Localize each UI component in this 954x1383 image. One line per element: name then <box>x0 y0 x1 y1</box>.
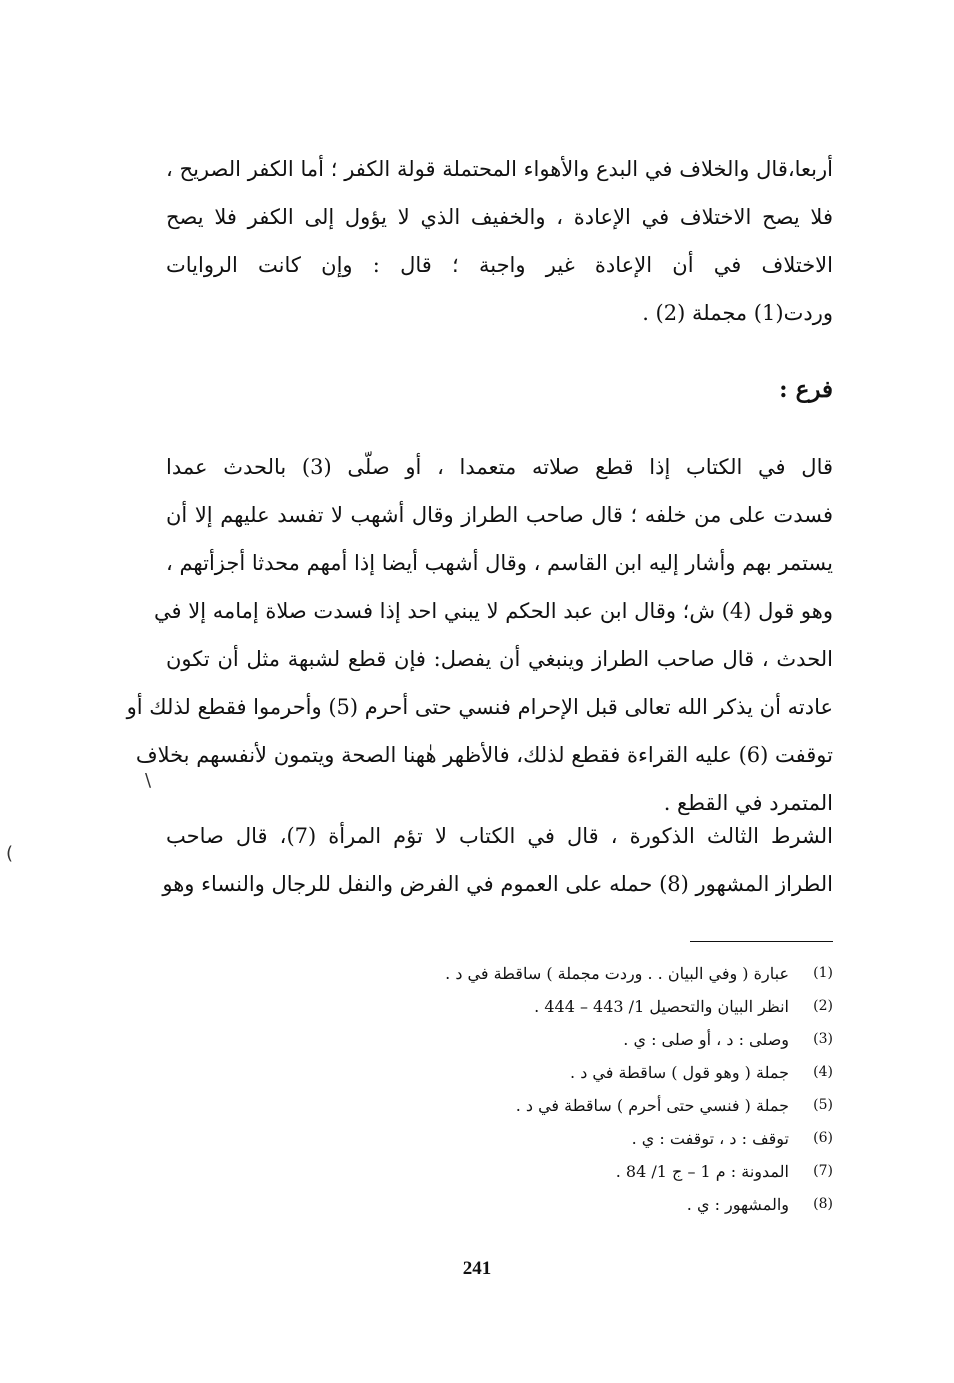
footnote <box>300 1089 833 1122</box>
footnote-number: (8) <box>813 1196 833 1212</box>
text-line: توقفت (6) عليه القراءة فقطع لذلك، فالأظهر هٰهنا الصحة ويتمون لأنفسهم بخلاف <box>135 743 833 767</box>
text-line: عادته أن يذكر الله تعالى قبل الإحرام فنسي حتى أحرم (5) وأحرموا فقطع لذلك أو <box>126 695 833 719</box>
text-line: الطراز المشهور (8) حمله على العموم في الفرض والنفل للرجال والنساء وهو <box>162 872 833 896</box>
footnote-number: (1) <box>813 965 833 981</box>
footnote-text: انظر البيان والتحصيل 1/ 443 – 444 . <box>534 997 789 1016</box>
paragraph-2 <box>126 443 833 827</box>
footnote-number: (5) <box>813 1097 833 1113</box>
margin-mark: ( <box>6 843 14 864</box>
footnote-text: وصلى : د ، أو صلى : ي . <box>623 1030 789 1049</box>
text-line: الاختلاف في أن الإعادة غير واجبة ؛ قال : وإن كانت الروايات <box>166 253 833 277</box>
footnote <box>300 990 833 1023</box>
text-line: فلا يصح الاختلاف في الإعادة ، والخفيف الذي لا يؤول إلى الكفر فلا يصح <box>166 205 833 229</box>
paragraph-3 <box>162 812 833 908</box>
margin-mark: \ <box>145 770 152 791</box>
section-heading: فرع : <box>779 376 833 403</box>
text-line: يستمر بهم وأشار إليه ابن القاسم ، وقال أشهب أيضا إذا أمهم محدثا أجزأتهم ، <box>165 551 833 575</box>
text-line: فسدت على من خلفه ؛ قال صاحب الطراز وقال أشهب لا تفسد عليهم إلا أن <box>166 503 833 527</box>
text-line: الحدث ، قال صاحب الطراز وينبغي أن يفصل: فإن قطع لشبهة مثل أن تكون <box>166 647 833 671</box>
footnote-text: والمشهور : ي . <box>686 1195 789 1214</box>
page-number: 241 <box>462 1258 492 1279</box>
text-line: قال في الكتاب إذا قطع صلاته متعمدا ، أو صلّى (3) بالحدث عمدا <box>166 455 833 479</box>
footnote-text: جملة ( فنسي حتى أحرم ) ساقطة في د . <box>515 1096 789 1115</box>
footnote <box>300 957 833 990</box>
text-line: وردت(1) مجملة (2) . <box>642 301 833 325</box>
footnote <box>300 1188 833 1221</box>
footnote-text: عبارة ( وفي البيان . . وردت مجملة ) ساقطة في د . <box>445 964 789 983</box>
footnote-text: المدونة : م 1 – ج 1/ 84 . <box>615 1162 789 1181</box>
footnote-separator <box>690 941 833 942</box>
footnote-number: (4) <box>813 1064 833 1080</box>
footnote-text: جملة ( وهو قول ) ساقطة في د . <box>570 1063 789 1082</box>
text-line: وهو قول (4) ش؛ وقال ابن عبد الحكم لا يبني احد إذا فسدت صلاة إمامه إلا في <box>154 599 833 623</box>
footnote-number: (2) <box>813 998 833 1014</box>
footnote <box>300 1056 833 1089</box>
footnote-number: (3) <box>813 1031 833 1047</box>
text-line: الشرط الثالث الذكورة ، قال في الكتاب لا تؤم المرأة (7)، قال صاحب <box>166 824 833 848</box>
footnote-number: (6) <box>813 1130 833 1146</box>
text-line: المتمرد في القطع . <box>663 791 833 815</box>
footnote <box>300 1122 833 1155</box>
text-line: أربعا،قال والخلاف في البدع والأهواء المحتملة قولة الكفر ؛ أما الكفر الصريح ، <box>166 157 833 181</box>
footnotes <box>300 957 833 1221</box>
footnote <box>300 1023 833 1056</box>
footnote-number: (7) <box>813 1163 833 1179</box>
paragraph-1 <box>166 145 833 337</box>
footnote-text: توقف : د ، توقفت : ي . <box>631 1129 789 1148</box>
footnote <box>300 1155 833 1188</box>
